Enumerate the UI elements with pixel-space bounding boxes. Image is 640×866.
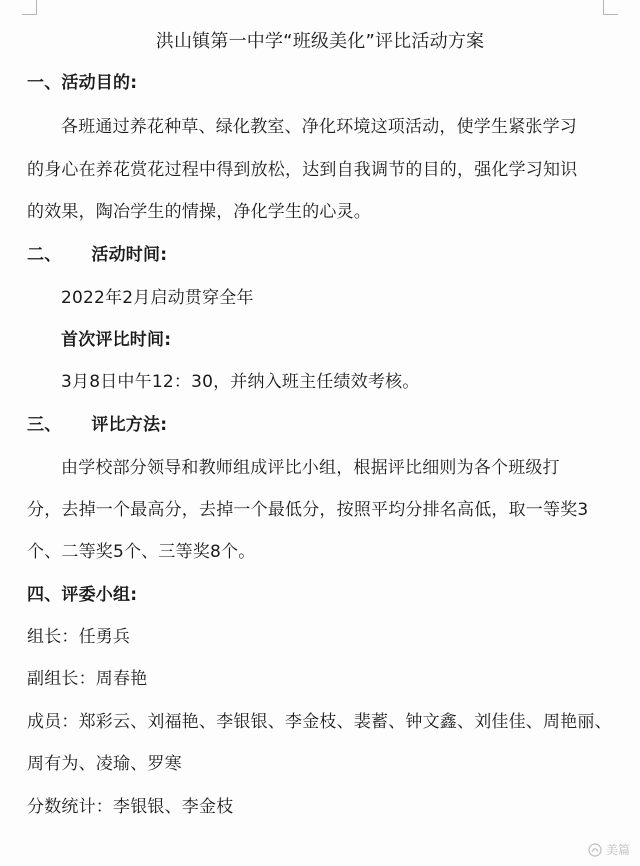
section3-heading (27, 413, 167, 437)
crop-mark-left (22, 0, 37, 15)
vice-leader-line: 副组长：周春艳 (27, 669, 148, 689)
section2-first-eval-label: 首次评比时间: (61, 330, 172, 350)
members-line-2: 周有为、凌瑜、罗寒 (27, 754, 182, 774)
section3-para-line-3: 个、二等奖5个、三等奖8个。 (27, 542, 256, 562)
meipian-logo-icon (588, 843, 602, 857)
section3-title: 评比方法: (91, 415, 168, 435)
section2-first-eval-time: 3月8日中午12：30，并纳入班主任绩效考核。 (61, 372, 420, 392)
document-title: 洪山镇第一中学“班级美化”评比活动方案 (155, 31, 485, 52)
section2-start: 2022年2月启动贯穿全年 (61, 288, 254, 308)
members-line-1: 成员：郑彩云、刘福艳、李银银、李金枝、裴蓄、钟文鑫、刘佳佳、周艳丽、 (27, 712, 612, 732)
watermark-text: 美篇 (605, 843, 630, 857)
section3-para-line-1: 由学校部分领导和教师组成评比小组，根据评比细则为各个班级打 (61, 458, 560, 478)
section2-number: 二、 (27, 245, 62, 265)
section3-number: 三、 (27, 415, 62, 435)
section2-title: 活动时间: (91, 245, 168, 265)
score-stats-line: 分数统计：李银银、李金枝 (27, 797, 234, 817)
crop-mark-right (603, 0, 618, 15)
section3-para-line-2: 分，去掉一个最高分，去掉一个最低分，按照平均分排名高低，取一等奖3 (27, 500, 589, 520)
leader-line: 组长：任勇兵 (27, 627, 131, 647)
section4-heading: 四、评委小组: (27, 585, 138, 605)
section1-para-line-3: 的效果，陶冶学生的情操，净化学生的心灵。 (27, 202, 371, 222)
section1-para-line-2: 的身心在养花赏花过程中得到放松，达到自我调节的目的，强化学习知识 (27, 160, 578, 180)
section1-para-line-1: 各班通过养花种草、绿化教室、净化环境这项活动，使学生紧张学习 (61, 117, 577, 137)
watermark (588, 841, 630, 858)
section1-heading: 一、活动目的: (27, 73, 138, 93)
section2-heading (27, 243, 167, 267)
